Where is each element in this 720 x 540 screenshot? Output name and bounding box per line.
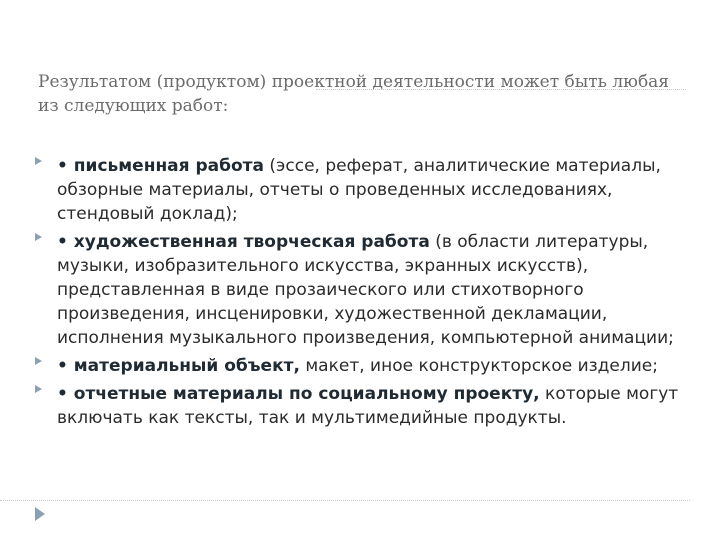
content-list [0,154,700,434]
triangle-bullet-icon [35,385,42,393]
item-heading: • отчетные материалы по социальному проекту, [57,384,540,404]
item-text: (эссе, реферат, аналитические материалы, обзорные материалы, отчеты о проведенных исследованиях, стендовый доклад); [57,156,661,224]
nav-arrow-icon[interactable] [35,507,45,521]
footer-divider [0,500,690,501]
item-text: макет, иное конструкторское изделие; [299,356,658,376]
triangle-bullet-icon [35,233,42,241]
item-text: которые могут включать как тексты, так и мультимедийные продукты. [57,384,679,428]
triangle-bullet-icon [35,357,42,365]
list-item [0,382,700,430]
item-heading: • материальный объект, [57,356,300,376]
triangle-bullet-icon [35,157,42,165]
list-item [0,154,700,226]
slide-title: Результатом (продуктом) проектной деятельности может быть любая из следующих работ: [38,72,670,116]
item-text: (в области литературы, музыки, изобразительного искусства, экранных искусств), представленная в виде прозаического или стихотворного произведения, инсценировки, художественной декламации, исполнения музыкального произведения, компьютерной анимации; [57,232,674,348]
list-item [0,354,700,378]
title-divider [316,89,686,90]
item-heading: • художественная творческая работа [57,232,430,252]
item-heading: • письменная работа [57,156,265,176]
list-item [0,230,700,350]
